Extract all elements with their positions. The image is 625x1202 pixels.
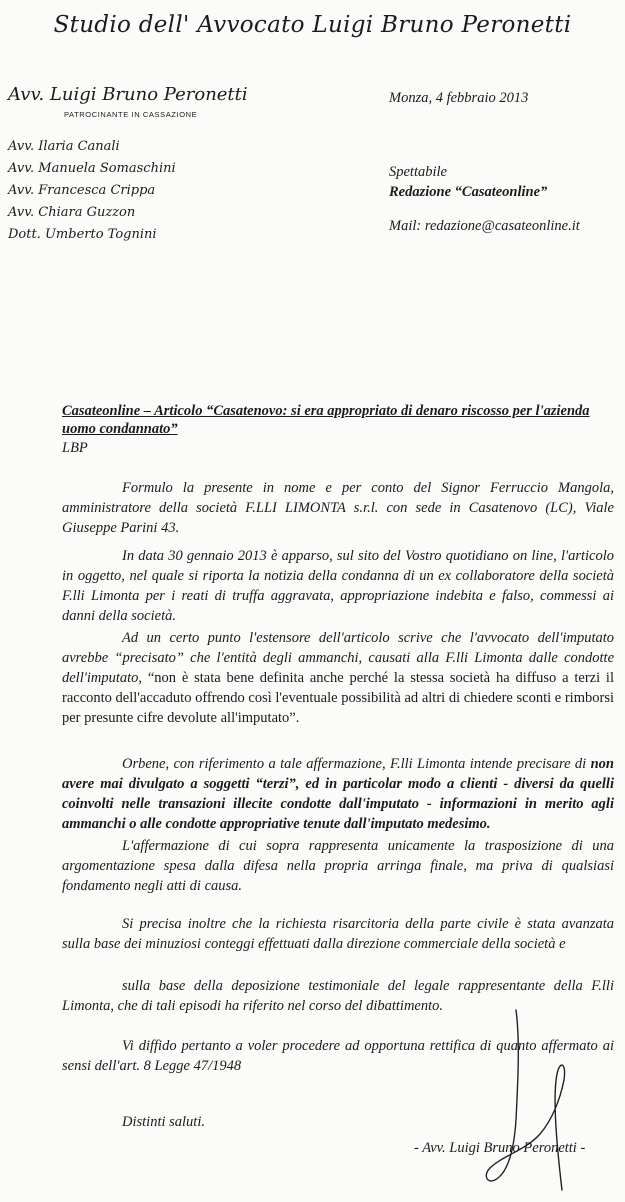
- body-paragraph: sulla base della deposizione testimoniale del legale rappresentante della F.lli Limonta, che di tali episodi ha riferito nel corso del dibattimento.: [62, 978, 614, 1014]
- body-paragraph: In data 30 gennaio 2013 è apparso, sul sito del Vostro quotidiano on line, l'articolo in oggetto, nel quale si riporta la notizia della condanna di un ex collaboratore della società F.lli Limonta per i reati di truffa aggravata, appropriazione indebita e falso, commessi ai danni della società.: [62, 548, 614, 624]
- quoted-text: “non è stata bene definita anche perché la stessa società ha diffuso a terzi il racconto dell'accaduto offrendo così l'eventuale possibilità ad altri di chiedere sconti e rimborsi per presunte cifre devolute all'imputato”.: [62, 670, 614, 726]
- associate-name: Avv. Chiara Guzzon: [8, 205, 136, 220]
- associate-name: Avv. Manuela Somaschini: [8, 161, 176, 176]
- paragraph-text: Orbene, con riferimento a tale affermazione, F.lli Limonta intende precisare di: [122, 756, 591, 772]
- recipient-name: Redazione “Casateonline”: [389, 184, 548, 200]
- body-paragraph: Formulo la presente in nome e per conto del Signor Ferruccio Mangola, amministratore della società F.LLI LIMONTA s.r.l. con sede in Casatenovo (LC), Viale Giuseppe Parini 43.: [62, 480, 614, 536]
- body-paragraph: [62, 628, 614, 728]
- body-paragraph: Vi diffido pertanto a voler procedere ad opportuna rettifica di quanto affermato ai sensi dell'art. 8 Legge 47/1948: [62, 1038, 614, 1074]
- subject-line: Casateonline – Articolo “Casatenovo: si era appropriato di denaro riscosso per l'azienda uomo condannato”: [62, 403, 590, 437]
- body-paragraph: [62, 754, 614, 834]
- reference-code: LBP: [62, 440, 88, 456]
- salutation: Spettabile: [389, 164, 447, 180]
- body-paragraph: Si precisa inoltre che la richiesta risarcitoria della parte civile è stata avanzata sulla base dei minuziosi conteggi effettuati dalla direzione commerciale della società e: [62, 916, 614, 952]
- lawyer-title: PATROCINANTE IN CASSAZIONE: [64, 110, 198, 119]
- associate-name: Avv. Ilaria Canali: [8, 139, 120, 154]
- lead-lawyer-name: Avv. Luigi Bruno Peronetti: [8, 84, 248, 105]
- recipient-mail: Mail: redazione@casateonline.it: [389, 218, 580, 234]
- associate-name: Dott. Umberto Tognini: [8, 227, 157, 242]
- emphasized-text: non avere mai divulgato a soggetti “terzi”, ed in particolar modo a clienti - diversi da quelli coinvolti nelle transazioni illecite condotte dall'imputato - informazioni in merito agli ammanchi o alle condotte appropriative tenute dall'imputato medesimo.: [62, 756, 614, 832]
- body-paragraph: L'affermazione di cui sopra rappresenta unicamente la trasposizione di una argomentazione spesa dalla difesa nella propria arringa finale, ma priva di qualsiasi fondamento negli atti di causa.: [62, 838, 614, 894]
- recipient-block: [389, 162, 547, 202]
- letter-date: Monza, 4 febbraio 2013: [389, 90, 529, 106]
- associates-list: [8, 136, 176, 246]
- associate-name: Avv. Francesca Crippa: [8, 183, 156, 198]
- handwritten-signature: [468, 1000, 588, 1200]
- closing-greeting: Distinti saluti.: [122, 1114, 205, 1130]
- signature-name: - Avv. Luigi Bruno Peronetti -: [414, 1140, 586, 1156]
- studio-letterhead: Studio dell' Avvocato Luigi Bruno Peronetti: [53, 12, 572, 38]
- paragraph-text: Ad un certo punto l'estensore dell'articolo scrive che l'avvocato dell'imputato avrebbe “precisato” che l'entità degli ammanchi, causati alla F.lli Limonta dalle condotte dell'imputato,: [62, 630, 614, 686]
